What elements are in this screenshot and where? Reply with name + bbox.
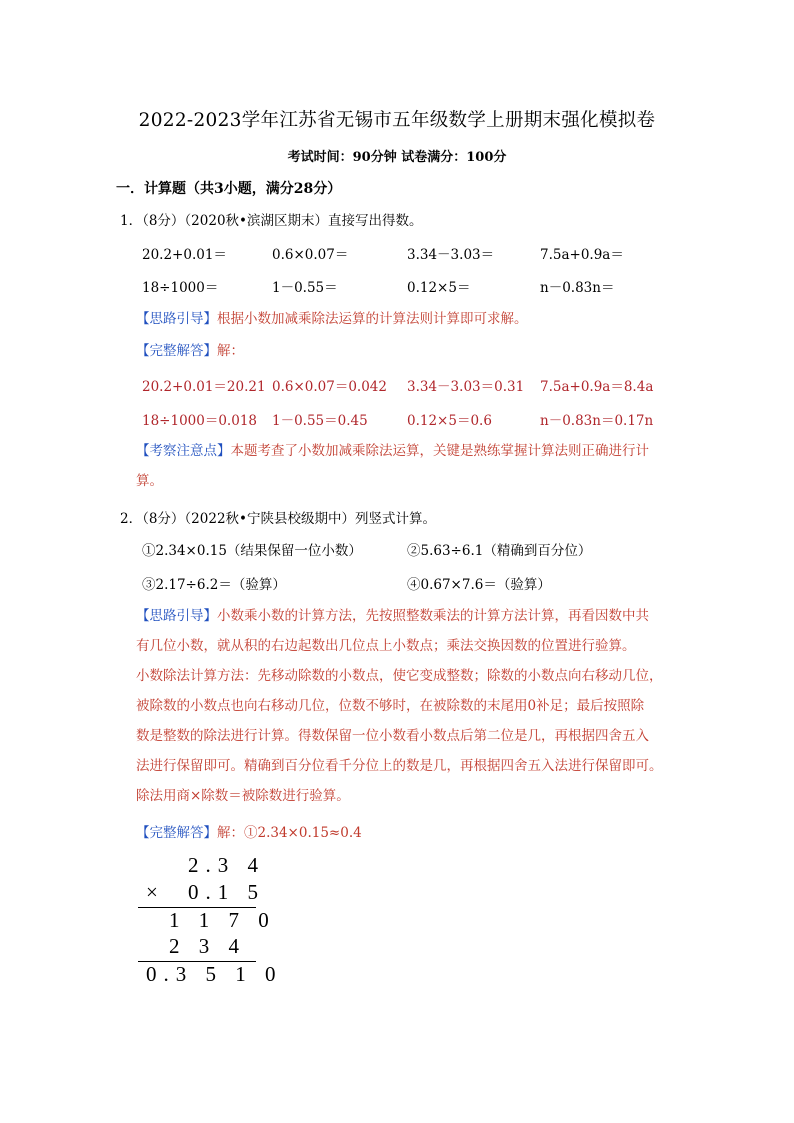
hint-tag: 【思路引导】 (136, 608, 217, 624)
q1-answer-item: 20.2+0.01＝20.21 (142, 379, 266, 395)
answer-tag: 【完整解答】 (136, 343, 217, 359)
vertical-multiplier: 0.1 5 (188, 880, 265, 904)
hint-line: 小数除法计算方法：先移动除数的小数点，使它变成整数；除数的小数点向右移动几位， (136, 668, 663, 684)
answer-text: ①2.34×0.15≈0.4 (244, 825, 362, 841)
q1-item: 0.6×0.07＝ (272, 247, 349, 263)
q2-item: ③2.17÷6.2＝（验算） (142, 577, 286, 593)
hint-line: 有几位小数，就从积的右边起数出几位点上小数点；乘法交换因数的位置进行验算。 (136, 638, 636, 654)
partial-product-1: 1 1 7 0 (169, 908, 276, 932)
note-tag: 【考察注意点】 (136, 443, 231, 459)
hint-line: 除法用商×除数＝被除数进行验算。 (136, 788, 350, 804)
hint-line: 数是整数的除法进行计算。得数保留一位小数看小数点后第二位是几，再根据四舍五入 (136, 728, 649, 744)
q1-item: 7.5a+0.9a＝ (540, 247, 624, 263)
q2-answer-label (136, 818, 688, 848)
note-text-cont: 算。 (136, 473, 163, 489)
q1-answer-label (136, 336, 688, 366)
q1-answer-item: 3.34－3.03＝0.31 (407, 379, 525, 395)
q1-answer-item: n－0.83n＝0.17n (540, 413, 654, 429)
note-text: 本题考查了小数加减乘除法运算，关键是熟练掌握计算法则正确进行计 (230, 443, 649, 459)
answer-prefix: 解： (217, 825, 244, 841)
q2-item: ④0.67×7.6＝（验算） (407, 577, 551, 593)
q1-answer-item: 7.5a+0.9a＝8.4a (540, 379, 654, 395)
q1-answer-item: 0.12×5＝0.6 (407, 413, 492, 429)
page-title: 2022-2023学年江苏省无锡市五年级数学上册期末强化模拟卷 (138, 110, 656, 131)
q1-note (136, 436, 688, 496)
q1-item: 1－0.55＝ (272, 280, 338, 296)
q1-item: 18÷1000＝ (142, 280, 219, 296)
q1-answer-item: 1－0.55＝0.45 (272, 413, 368, 429)
q1-item: 0.12×5＝ (407, 280, 471, 296)
answer-tag: 【完整解答】 (136, 825, 217, 841)
q1-item: 20.2+0.01＝ (142, 247, 227, 263)
times-sign: × (146, 880, 165, 904)
answer-prefix: 解： (217, 343, 244, 359)
hint-tag: 【思路引导】 (136, 311, 217, 327)
section-heading: 一．计算题（共3小题，满分28分） (116, 181, 342, 197)
hint-line: 小数乘小数的计算方法，先按照整数乘法的计算方法计算，再看因数中共 (217, 608, 649, 624)
q1-item: 3.34－3.03＝ (407, 247, 495, 263)
vertical-multiplicand: 2.3 4 (188, 853, 265, 877)
partial-product-2: 2 3 4 (169, 934, 246, 958)
q1-answer-item: 18÷1000＝0.018 (142, 413, 257, 429)
hint-line: 被除数的小数点也向右移动几位，位数不够时，在被除数的末尾用0补足；最后按照除 (136, 698, 645, 714)
q1-hint (136, 304, 688, 334)
q2-hint (136, 601, 688, 811)
q1-item: n－0.83n＝ (540, 280, 615, 296)
hint-line: 法进行保留即可。精确到百分位看千分位上的数是几，再根据四舍五入法进行保留即可。 (136, 758, 663, 774)
question-1-stem: 1．（8分）（2020秋•滨湖区期末）直接写出得数。 (120, 213, 423, 229)
q2-item: ①2.34×0.15（结果保留一位小数） (142, 543, 362, 559)
q2-item: ②5.63÷6.1（精确到百分位） (407, 543, 592, 559)
question-2-stem: 2．（8分）（2022秋•宁陕县校级期中）列竖式计算。 (120, 511, 436, 527)
q1-answer-item: 0.6×0.07＝0.042 (272, 379, 387, 395)
vertical-product: 0.3 5 1 0 (146, 962, 283, 986)
hint-text: 根据小数加减乘除法运算的计算法则计算即可求解。 (217, 311, 528, 327)
exam-info: 考试时间：90分钟 试卷满分：100分 (287, 150, 507, 165)
